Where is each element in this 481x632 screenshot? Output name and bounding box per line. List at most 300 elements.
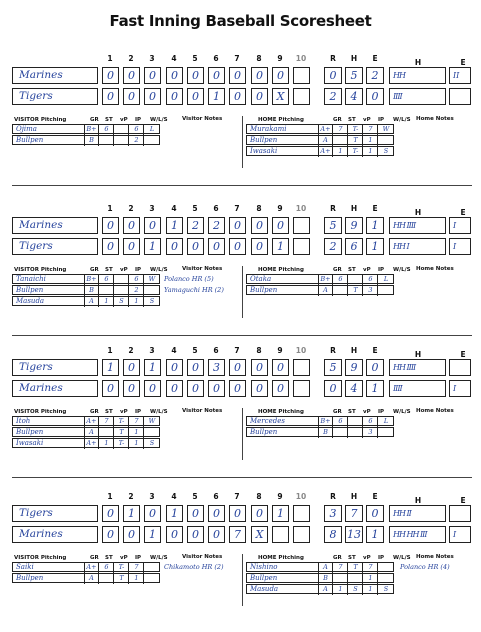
e-total-cell[interactable]: 0: [366, 88, 384, 105]
visitor-notes-header: Visitor Notes: [182, 554, 223, 560]
inning-header: 8: [256, 346, 262, 355]
inning-header: 4: [171, 492, 177, 501]
pitcher-name[interactable]: Bullpen: [247, 286, 319, 296]
home-notes-header: Home Notes: [416, 554, 454, 560]
inning-score-cell[interactable]: [293, 238, 310, 255]
inning-score-cell[interactable]: 0: [123, 217, 140, 234]
inning-score-cell[interactable]: 1: [272, 238, 289, 255]
errors-tally-box[interactable]: [449, 359, 471, 376]
pitcher-stat-cell[interactable]: [145, 136, 159, 146]
pitcher-stat-cell[interactable]: 2: [130, 136, 144, 146]
inning-score-cell[interactable]: 0: [166, 238, 183, 255]
pitcher-stat-cell[interactable]: 2: [130, 286, 144, 296]
pitcher-stat-cell[interactable]: B+: [319, 417, 333, 427]
pitcher-stat-cell[interactable]: 1: [364, 585, 378, 595]
inning-score-cell[interactable]: 1: [208, 88, 225, 105]
e-total-cell[interactable]: 1: [366, 380, 384, 397]
inning-header: 3: [149, 54, 155, 63]
hits-tally-box[interactable]: HH II: [389, 505, 446, 522]
pitcher-name[interactable]: Ojima: [13, 125, 85, 135]
home-note[interactable]: Polanco HR (4): [400, 563, 450, 571]
pitcher-stat-cell[interactable]: B+: [85, 275, 99, 285]
inning-score-cell[interactable]: 0: [123, 359, 140, 376]
inning-score-cell[interactable]: 1: [102, 359, 119, 376]
team-name-box[interactable]: [12, 238, 98, 255]
inning-score-cell[interactable]: X: [272, 88, 289, 105]
inning-score-cell[interactable]: 0: [272, 380, 289, 397]
pitcher-row[interactable]: [12, 427, 160, 437]
pitcher-stat-cell[interactable]: 6: [100, 275, 114, 285]
inning-score-cell[interactable]: 0: [251, 217, 268, 234]
e-total-cell[interactable]: 2: [366, 67, 384, 84]
hits-tally-header: H: [414, 208, 422, 217]
inning-score-cell[interactable]: 1: [144, 526, 161, 543]
inning-score-cell[interactable]: 2: [208, 217, 225, 234]
inning-score-cell[interactable]: 0: [229, 67, 246, 84]
pitcher-stat-cell[interactable]: T-: [115, 417, 129, 427]
pitcher-stat-cell[interactable]: A+: [85, 439, 99, 449]
inning-score-cell[interactable]: 0: [102, 67, 119, 84]
pitcher-stat-cell[interactable]: A: [319, 286, 333, 296]
inning-score-cell[interactable]: 0: [251, 359, 268, 376]
inning-score-cell[interactable]: 0: [187, 505, 204, 522]
inning-score-cell[interactable]: 0: [102, 526, 119, 543]
inning-score-cell[interactable]: 2: [187, 217, 204, 234]
pitcher-stat-cell[interactable]: W: [148, 417, 156, 425]
pitcher-stat-cell[interactable]: 7: [130, 563, 144, 573]
pitcher-stat-cell[interactable]: A: [319, 136, 333, 146]
pitcher-row[interactable]: [12, 562, 160, 572]
inning-score-cell[interactable]: 0: [102, 505, 119, 522]
pitcher-stat-cell[interactable]: [379, 286, 393, 296]
inning-score-cell[interactable]: 0: [102, 238, 119, 255]
inning-score-cell[interactable]: 0: [272, 359, 289, 376]
inning-score-cell[interactable]: 0: [123, 88, 140, 105]
pitching-column-header: W/L/S: [393, 117, 411, 123]
inning-score-cell[interactable]: [293, 505, 310, 522]
pitcher-stat-cell[interactable]: [145, 286, 159, 296]
errors-tally-box[interactable]: I: [449, 238, 471, 255]
pitcher-stat-cell[interactable]: 6: [130, 275, 144, 285]
inning-score-cell[interactable]: [293, 217, 310, 234]
pitcher-stat-cell[interactable]: 1: [130, 439, 144, 449]
inning-score-cell[interactable]: 0: [123, 67, 140, 84]
pitcher-row[interactable]: [246, 285, 394, 295]
inning-score-cell[interactable]: 0: [187, 359, 204, 376]
team-name-box[interactable]: [12, 359, 98, 376]
pitching-column-header: IP: [135, 555, 142, 561]
pitcher-stat-cell[interactable]: [334, 574, 348, 584]
pitcher-stat-cell[interactable]: 6: [100, 125, 114, 135]
pitcher-stat-cell[interactable]: 6: [130, 125, 144, 135]
pitcher-stat-cell[interactable]: A: [85, 297, 99, 307]
inning-score-cell[interactable]: 0: [102, 380, 119, 397]
pitcher-stat-cell[interactable]: 6: [334, 275, 348, 285]
pitcher-stat-cell[interactable]: A+: [319, 147, 333, 157]
pitcher-row[interactable]: [12, 438, 160, 448]
inning-score-cell[interactable]: 0: [208, 380, 225, 397]
pitcher-stat-cell[interactable]: 6: [364, 417, 378, 427]
pitcher-stat-cell[interactable]: B: [85, 286, 99, 296]
inning-score-cell[interactable]: 0: [251, 67, 268, 84]
pitcher-stat-cell[interactable]: L: [149, 125, 155, 133]
r-total-cell[interactable]: 0: [324, 67, 342, 84]
inning-score-cell[interactable]: 0: [229, 88, 246, 105]
inning-score-cell[interactable]: 0: [229, 238, 246, 255]
pitcher-row[interactable]: [12, 573, 160, 583]
inning-score-cell[interactable]: [293, 88, 310, 105]
inning-score-cell[interactable]: 1: [144, 359, 161, 376]
r-total-cell[interactable]: 5: [324, 359, 342, 376]
pitcher-row[interactable]: [246, 124, 394, 134]
inning-score-cell[interactable]: 0: [123, 526, 140, 543]
hits-tally-box[interactable]: IIII: [389, 380, 446, 397]
pitcher-stat-cell[interactable]: S: [115, 297, 129, 307]
inning-score-cell[interactable]: 0: [251, 505, 268, 522]
pitcher-stat-cell[interactable]: [145, 563, 159, 573]
inning-header: 1: [107, 54, 113, 63]
pitcher-stat-cell[interactable]: 1: [364, 136, 378, 146]
inning-score-cell[interactable]: 0: [208, 238, 225, 255]
inning-score-cell[interactable]: 0: [187, 380, 204, 397]
e-total-cell[interactable]: 0: [366, 505, 384, 522]
team-name: Marines: [19, 219, 63, 231]
pitcher-stat-cell[interactable]: A+: [319, 125, 333, 135]
pitcher-stat-cell[interactable]: 1: [130, 428, 144, 438]
pitcher-stat-cell[interactable]: A+: [85, 417, 99, 427]
pitcher-name[interactable]: Mercedes: [247, 417, 319, 427]
pitcher-row[interactable]: [12, 416, 160, 426]
inning-score-cell[interactable]: 0: [166, 88, 183, 105]
pitcher-stat-cell[interactable]: S: [383, 585, 389, 593]
h-total-cell[interactable]: 5: [345, 67, 363, 84]
inning-header: 10: [295, 204, 307, 213]
inning-score-cell[interactable]: 0: [251, 238, 268, 255]
pitcher-row[interactable]: [246, 562, 394, 572]
pitcher-stat-cell[interactable]: T: [349, 136, 363, 146]
pitcher-stat-cell[interactable]: T: [115, 574, 129, 584]
pitcher-stat-cell[interactable]: A: [85, 428, 99, 438]
e-total-cell[interactable]: 1: [366, 217, 384, 234]
pitcher-stat-cell[interactable]: [115, 286, 129, 296]
inning-score-cell[interactable]: [293, 526, 310, 543]
pitcher-stat-cell[interactable]: A: [319, 563, 333, 573]
hits-tally-box[interactable]: HH HH III: [389, 526, 446, 543]
pitching-column-header: GR: [333, 267, 342, 273]
inning-score-cell[interactable]: [293, 380, 310, 397]
pitcher-name[interactable]: Iwasaki: [13, 439, 85, 449]
pitcher-stat-cell[interactable]: S: [383, 147, 389, 155]
inning-score-cell[interactable]: 0: [144, 67, 161, 84]
pitcher-name[interactable]: Masuda: [13, 297, 85, 307]
pitcher-stat-cell[interactable]: W: [382, 125, 390, 133]
pitcher-stat-cell[interactable]: B: [85, 136, 99, 146]
pitcher-stat-cell[interactable]: B+: [85, 125, 99, 135]
r-total-cell[interactable]: 0: [324, 380, 342, 397]
h-total-cell[interactable]: 9: [345, 359, 363, 376]
inning-score-cell[interactable]: 0: [229, 505, 246, 522]
pitcher-stat-cell[interactable]: A: [85, 574, 99, 584]
pitcher-stat-cell[interactable]: 1: [334, 147, 348, 157]
team-name-box[interactable]: [12, 505, 98, 522]
pitcher-name[interactable]: Bullpen: [247, 136, 319, 146]
inning-score-cell[interactable]: 0: [144, 88, 161, 105]
inning-score-cell[interactable]: X: [251, 526, 268, 543]
pitcher-stat-cell[interactable]: [145, 428, 159, 438]
inning-score-cell[interactable]: 1: [166, 505, 183, 522]
pitcher-stat-cell[interactable]: [349, 417, 363, 427]
r-total-cell[interactable]: 5: [324, 217, 342, 234]
visitor-note[interactable]: Chikamoto HR (2): [164, 563, 224, 571]
visitor-note[interactable]: Yamaguchi HR (2): [164, 286, 224, 294]
pitcher-stat-cell[interactable]: [349, 428, 363, 438]
h-total-cell[interactable]: 13: [347, 528, 361, 541]
pitcher-stat-cell[interactable]: 6: [100, 563, 114, 573]
pitcher-stat-cell[interactable]: [379, 563, 393, 573]
inning-score-cell[interactable]: 0: [144, 217, 161, 234]
visitor-pitching-header: VISITOR Pitching: [14, 555, 67, 561]
inning-score-cell[interactable]: 0: [166, 67, 183, 84]
r-total-cell[interactable]: 3: [324, 505, 342, 522]
pitcher-stat-cell[interactable]: [115, 136, 129, 146]
pitcher-row[interactable]: [246, 146, 394, 156]
h-total-cell[interactable]: 4: [345, 380, 363, 397]
hits-tally-box[interactable]: HH I: [389, 238, 446, 255]
game-divider: [12, 477, 472, 478]
pitcher-stat-cell[interactable]: T: [115, 428, 129, 438]
inning-score-cell[interactable]: [293, 67, 310, 84]
pitcher-stat-cell[interactable]: 1: [130, 574, 144, 584]
h-total-cell[interactable]: 6: [345, 238, 363, 255]
pitcher-row[interactable]: [12, 296, 160, 306]
pitcher-name[interactable]: Saiki: [13, 563, 85, 573]
inning-score-cell[interactable]: 0: [166, 380, 183, 397]
pitcher-name[interactable]: Bullpen: [247, 574, 319, 584]
team-name-box[interactable]: [12, 67, 98, 84]
r-total-cell[interactable]: 8: [324, 526, 342, 543]
pitcher-stat-cell[interactable]: 1: [364, 147, 378, 157]
pitcher-stat-cell[interactable]: B+: [319, 275, 333, 285]
errors-tally-header: E: [460, 496, 466, 505]
pitcher-stat-cell[interactable]: L: [383, 275, 389, 283]
errors-tally-box[interactable]: I: [449, 526, 471, 543]
pitcher-stat-cell[interactable]: 1: [334, 585, 348, 595]
pitcher-stat-cell[interactable]: [379, 136, 393, 146]
pitcher-stat-cell[interactable]: 7: [364, 563, 378, 573]
pitcher-row[interactable]: [246, 135, 394, 145]
pitcher-stat-cell[interactable]: 7: [334, 563, 348, 573]
pitcher-name[interactable]: Bullpen: [13, 286, 85, 296]
pitcher-stat-cell[interactable]: T-: [115, 439, 129, 449]
inning-score-cell[interactable]: 1: [166, 217, 183, 234]
pitcher-stat-cell[interactable]: S: [149, 297, 155, 305]
pitcher-name[interactable]: Bullpen: [13, 428, 85, 438]
inning-score-cell[interactable]: 0: [272, 217, 289, 234]
pitcher-stat-cell[interactable]: [334, 286, 348, 296]
pitcher-stat-cell[interactable]: 6: [334, 417, 348, 427]
inning-score-cell[interactable]: 0: [187, 67, 204, 84]
inning-header: 2: [128, 346, 134, 355]
inning-score-cell[interactable]: [293, 359, 310, 376]
pitcher-stat-cell[interactable]: [379, 574, 393, 584]
pitcher-stat-cell[interactable]: 3: [364, 428, 378, 438]
inning-score-cell[interactable]: 0: [229, 217, 246, 234]
pitcher-stat-cell[interactable]: [115, 275, 129, 285]
pitcher-stat-cell[interactable]: [100, 136, 114, 146]
inning-score-cell[interactable]: 7: [229, 526, 246, 543]
inning-header: 6: [213, 204, 219, 213]
hits-tally-box[interactable]: HH IIII: [389, 217, 446, 234]
inning-header: 9: [277, 492, 283, 501]
pitcher-name[interactable]: Bullpen: [13, 136, 85, 146]
pitcher-stat-cell[interactable]: 3: [364, 286, 378, 296]
pitcher-stat-cell[interactable]: 7: [334, 125, 348, 135]
team-name-box[interactable]: [12, 526, 98, 543]
pitcher-name[interactable]: Otaka: [247, 275, 319, 285]
pitcher-stat-cell[interactable]: T: [349, 563, 363, 573]
pitcher-stat-cell[interactable]: A+: [85, 563, 99, 573]
home-notes-header: Home Notes: [416, 116, 454, 122]
pitcher-stat-cell[interactable]: 1: [130, 297, 144, 307]
pitcher-stat-cell[interactable]: [100, 428, 114, 438]
team-name-box[interactable]: [12, 380, 98, 397]
r-total-cell[interactable]: 2: [324, 238, 342, 255]
section-divider: [242, 554, 243, 606]
pitcher-row[interactable]: [246, 573, 394, 583]
pitcher-stat-cell[interactable]: L: [383, 417, 389, 425]
pitcher-stat-cell[interactable]: 7: [130, 417, 144, 427]
pitcher-name[interactable]: Bullpen: [13, 574, 85, 584]
pitcher-row[interactable]: [246, 416, 394, 426]
pitching-column-header: IP: [378, 409, 385, 415]
inning-score-cell[interactable]: [272, 526, 289, 543]
errors-tally-box[interactable]: II: [449, 67, 471, 84]
pitcher-row[interactable]: [246, 427, 394, 437]
inning-score-cell[interactable]: 0: [208, 67, 225, 84]
inning-score-cell[interactable]: 3: [208, 359, 225, 376]
h-total-cell[interactable]: 4: [345, 88, 363, 105]
pitcher-stat-cell[interactable]: [379, 428, 393, 438]
rhe-header: H: [350, 204, 358, 213]
inning-score-cell[interactable]: 0: [166, 359, 183, 376]
pitching-column-header: W/L/S: [150, 555, 168, 561]
pitcher-row[interactable]: [246, 274, 394, 284]
pitcher-stat-cell[interactable]: T-: [115, 563, 129, 573]
pitcher-stat-cell[interactable]: [115, 125, 129, 135]
pitcher-stat-cell[interactable]: 1: [364, 574, 378, 584]
inning-score-cell[interactable]: 0: [208, 505, 225, 522]
pitcher-name[interactable]: Masuda: [247, 585, 319, 595]
pitcher-stat-cell[interactable]: W: [148, 275, 156, 283]
team-name: Tigers: [19, 240, 53, 252]
inning-score-cell[interactable]: 0: [272, 67, 289, 84]
pitcher-stat-cell[interactable]: [100, 286, 114, 296]
inning-score-cell[interactable]: 0: [187, 238, 204, 255]
inning-score-cell[interactable]: 0: [144, 380, 161, 397]
pitcher-name[interactable]: Nishino: [247, 563, 319, 573]
pitcher-stat-cell[interactable]: 7: [364, 125, 378, 135]
pitcher-stat-cell[interactable]: 6: [364, 275, 378, 285]
pitcher-row[interactable]: [12, 274, 160, 284]
inning-score-cell[interactable]: 1: [272, 505, 289, 522]
errors-tally-box[interactable]: I: [449, 380, 471, 397]
visitor-note[interactable]: Polanco HR (5): [164, 275, 214, 283]
pitcher-stat-cell[interactable]: B: [319, 574, 333, 584]
hits-tally-box[interactable]: HH IIII: [389, 359, 446, 376]
pitcher-stat-cell[interactable]: [145, 574, 159, 584]
pitcher-stat-cell[interactable]: T: [349, 286, 363, 296]
inning-score-cell[interactable]: 1: [123, 505, 140, 522]
pitcher-stat-cell[interactable]: [334, 428, 348, 438]
team-name-box[interactable]: [12, 88, 98, 105]
pitcher-row[interactable]: [12, 285, 160, 295]
errors-tally-box[interactable]: [449, 505, 471, 522]
inning-score-cell[interactable]: 0: [251, 380, 268, 397]
pitcher-stat-cell[interactable]: S: [349, 585, 363, 595]
errors-tally-box[interactable]: [449, 88, 471, 105]
r-total-cell[interactable]: 2: [324, 88, 342, 105]
inning-score-cell[interactable]: 0: [123, 238, 140, 255]
pitcher-name[interactable]: Murakami: [247, 125, 319, 135]
hits-tally-box[interactable]: IIII: [389, 88, 446, 105]
inning-score-cell[interactable]: 0: [229, 359, 246, 376]
inning-score-cell[interactable]: 0: [144, 505, 161, 522]
pitcher-name[interactable]: Bullpen: [247, 428, 319, 438]
pitcher-stat-cell[interactable]: S: [149, 439, 155, 447]
pitcher-stat-cell[interactable]: B: [319, 428, 333, 438]
pitching-column-header: vP: [363, 267, 371, 273]
hits-tally-box[interactable]: HH: [389, 67, 446, 84]
pitcher-row[interactable]: [12, 135, 160, 145]
inning-score-cell[interactable]: 0: [208, 526, 225, 543]
pitcher-stat-cell[interactable]: [334, 136, 348, 146]
e-total-cell[interactable]: 0: [366, 359, 384, 376]
pitcher-stat-cell[interactable]: T-: [349, 147, 363, 157]
team-name-box[interactable]: [12, 217, 98, 234]
pitcher-stat-cell[interactable]: 1: [100, 439, 114, 449]
inning-header: 6: [213, 346, 219, 355]
pitcher-stat-cell[interactable]: [100, 574, 114, 584]
pitcher-stat-cell[interactable]: T-: [349, 125, 363, 135]
inning-score-cell[interactable]: 0: [229, 380, 246, 397]
pitcher-name[interactable]: Itoh: [13, 417, 85, 427]
pitcher-name[interactable]: Iwasaki: [247, 147, 319, 157]
h-total-cell[interactable]: 9: [345, 217, 363, 234]
inning-score-cell[interactable]: 0: [187, 88, 204, 105]
pitcher-row[interactable]: [12, 124, 160, 134]
inning-score-cell[interactable]: 0: [166, 526, 183, 543]
inning-score-cell[interactable]: 0: [102, 88, 119, 105]
pitching-column-header: ST: [348, 117, 356, 123]
inning-score-cell[interactable]: 0: [123, 380, 140, 397]
e-total-cell[interactable]: 1: [366, 238, 384, 255]
e-total-cell[interactable]: 1: [366, 526, 384, 543]
errors-tally-box[interactable]: I: [449, 217, 471, 234]
inning-score-cell[interactable]: 0: [102, 217, 119, 234]
pitcher-stat-cell[interactable]: [349, 574, 363, 584]
inning-score-cell[interactable]: 1: [144, 238, 161, 255]
pitcher-stat-cell[interactable]: A: [319, 585, 333, 595]
pitcher-stat-cell[interactable]: 1: [100, 297, 114, 307]
inning-score-cell[interactable]: 0: [187, 526, 204, 543]
pitcher-stat-cell[interactable]: [349, 275, 363, 285]
pitcher-row[interactable]: [246, 584, 394, 594]
visitor-pitching-header: VISITOR Pitching: [14, 409, 67, 415]
h-total-cell[interactable]: 7: [345, 505, 363, 522]
pitcher-stat-cell[interactable]: 7: [100, 417, 114, 427]
inning-score-cell[interactable]: 0: [251, 88, 268, 105]
pitcher-name[interactable]: Tanaichi: [13, 275, 85, 285]
